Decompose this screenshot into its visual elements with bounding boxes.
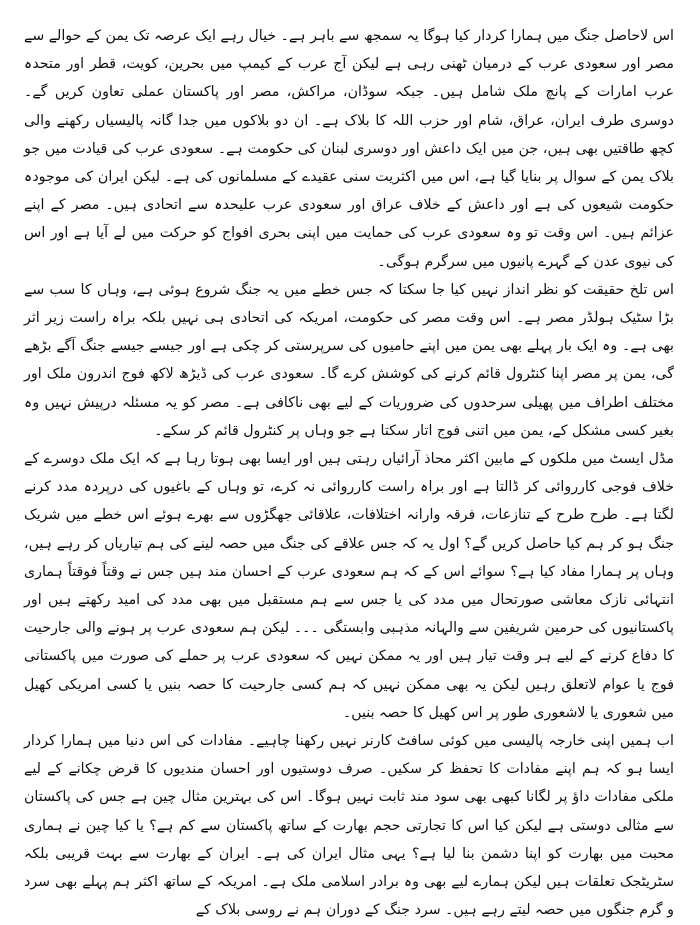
article-paragraph-1: اس لاحاصل جنگ میں ہمارا کردار کیا ہوگا یہ سمجھ سے باہر ہے۔ خیال رہے ایک عرصہ تک یمن کے حوالے سے مصر اور سعودی عرب کے درمیان ٹھنی رہی ہے لیکن آج عرب کے کیمپ میں بحرین، کویت، قطر اور متحدہ عرب امارات کے پانچ ملک شامل ہیں۔ جبکہ سوڈان، مراکش، مصر اور پاکستان عملی تعاون کریں گے۔ دوسری طرف ایران، عراق، شام اور حزب اللہ کا بلاک ہے۔ ان دو بلاکوں میں جدا گانہ پالیسیاں رکھنے والی کچھ طاقتیں بھی ہیں، جن میں ایک داعش اور دوسری لبنان کی حکومت ہے۔ سعودی عرب کی قیادت میں جو بلاک یمن کے سوال پر بنایا گیا ہے، اس میں اکثریت سنی عقیدے کے مسلمانوں کی ہے۔ لیکن ایران کی موجودہ حکومت شیعوں کی ہے اور داعش کے خلاف عراق اور سعودی عرب علیحدہ سے اتحادی ہیں۔ مصر کے اپنے عزائم ہیں۔ اس وقت تو وہ سعودی عرب کی حمایت میں اپنی بحری افواج کو حرکت میں لے آیا ہے اور اس کی نیوی عدن کے گہرے پانیوں میں سرگرم ہوگی۔ <box>24 28 674 270</box>
article-paragraph-2: اس تلخ حقیقت کو نظر انداز نہیں کیا جا سکتا کہ جس خطے میں یہ جنگ شروع ہوئی ہے، وہاں کا سب سے بڑا سٹیک ہولڈر مصر ہے۔ اس وقت مصر کی حکومت، امریکہ کی اتحادی ہی نہیں بلکہ براہ راست زیر اثر بھی ہے۔ وہ ایک بار پہلے بھی یمن میں اپنے حامیوں کی سرپرستی کر چکی ہے اور جیسے جیسے جنگ آگے بڑھے گی، یمن پر مصر اپنا کنٹرول قائم کرنے کی کوشش کرے گا۔ سعودی عرب کی ڈیڑھ لاکھ فوج اندرون ملک اور مختلف اطراف میں پھیلی سرحدوں کی ضروریات کے لیے بھی ناکافی ہے۔ مصر کو یہ مسئلہ درپیش نہیں وہ بغیر کسی مشکل کے، یمن میں اتنی فوج اتار سکتا ہے جو وہاں پر کنٹرول قائم کر سکے۔ <box>24 281 674 439</box>
article-paragraph-3: مڈل ایسٹ میں ملکوں کے مابین اکثر محاذ آرائیاں رہتی ہیں اور ایسا بھی ہوتا رہا ہے کہ ایک ملک دوسرے کے خلاف فوجی کارروائی کر ڈالتا ہے اور براہ راست کارروائی نہ کرے، تو وہاں کے باغیوں کی درپردہ مدد کرنے لگتا ہے۔ طرح طرح کے تنازعات، فرقہ وارانہ اختلافات، علاقائی جھگڑوں سے بھرے ہوئے اس خطے میں شریک جنگ ہو کر ہم کیا حاصل کریں گے؟ اول یہ کہ جس علاقے کی جنگ میں حصہ لینے کی ہم تیاریاں کر رہے ہیں، وہاں پر ہمارا مفاد کیا ہے؟ سوائے اس کے کہ ہم سعودی عرب کے احسان مند ہیں جس نے وقتاً فوقتاً ہماری انتہائی نازک معاشی صورتحال میں مدد کی یا جس سے ہم مستقبل میں بھی مدد کی امید رکھتے ہیں اور پاکستانیوں کی حرمین شریفین سے والہانہ مذہبی وابستگی ۔۔۔ لیکن ہم سعودی عرب پر ہونے والی جارحیت کا دفاع کرنے کے لیے ہر وقت تیار ہیں اور یہ ممکن نہیں کہ سعودی عرب پر حملے کی صورت میں پاکستانی فوج یا عوام لاتعلق رہیں لیکن یہ بھی ممکن نہیں کہ ہم کسی جارحیت کا حصہ بنیں یا کسی امریکی کھیل میں شعوری یا لاشعوری طور پر اس کھیل کا حصہ بنیں۔ <box>24 451 674 721</box>
article-paragraph-4: اب ہمیں اپنی خارجہ پالیسی میں کوئی سافٹ کارنر نہیں رکھنا چاہیے۔ مفادات کی اس دنیا میں ہمارا کردار ایسا ہو کہ ہم اپنے مفادات کا تحفظ کر سکیں۔ صرف دوستیوں اور احسان مندیوں کا قرض چکانے کے لیے ملکی مفادات داؤ پر لگانا کبھی بھی سود مند ثابت نہیں ہوگا۔ اس کی بہترین مثال چین ہے جس کی پاکستان سے مثالی دوستی ہے لیکن کیا اس کا تجارتی حجم بھارت کے ساتھ پاکستان سے کم ہے؟ یا کیا چین نے ہماری محبت میں بھارت کو اپنا دشمن بنا لیا ہے؟ یہی مثال ایران کی ہے۔ ایران کے بھارت سے بہت قریبی بلکہ سٹریٹجک تعلقات ہیں لیکن ہمارے لیے بھی وہ برادر اسلامی ملک ہے۔ امریکہ کے ساتھ اکثر ہم پہلے بھی سرد و گرم جنگوں میں حصہ لیتے رہے ہیں۔ سرد جنگ کے دوران ہم نے روسی بلاک کے <box>24 733 674 919</box>
